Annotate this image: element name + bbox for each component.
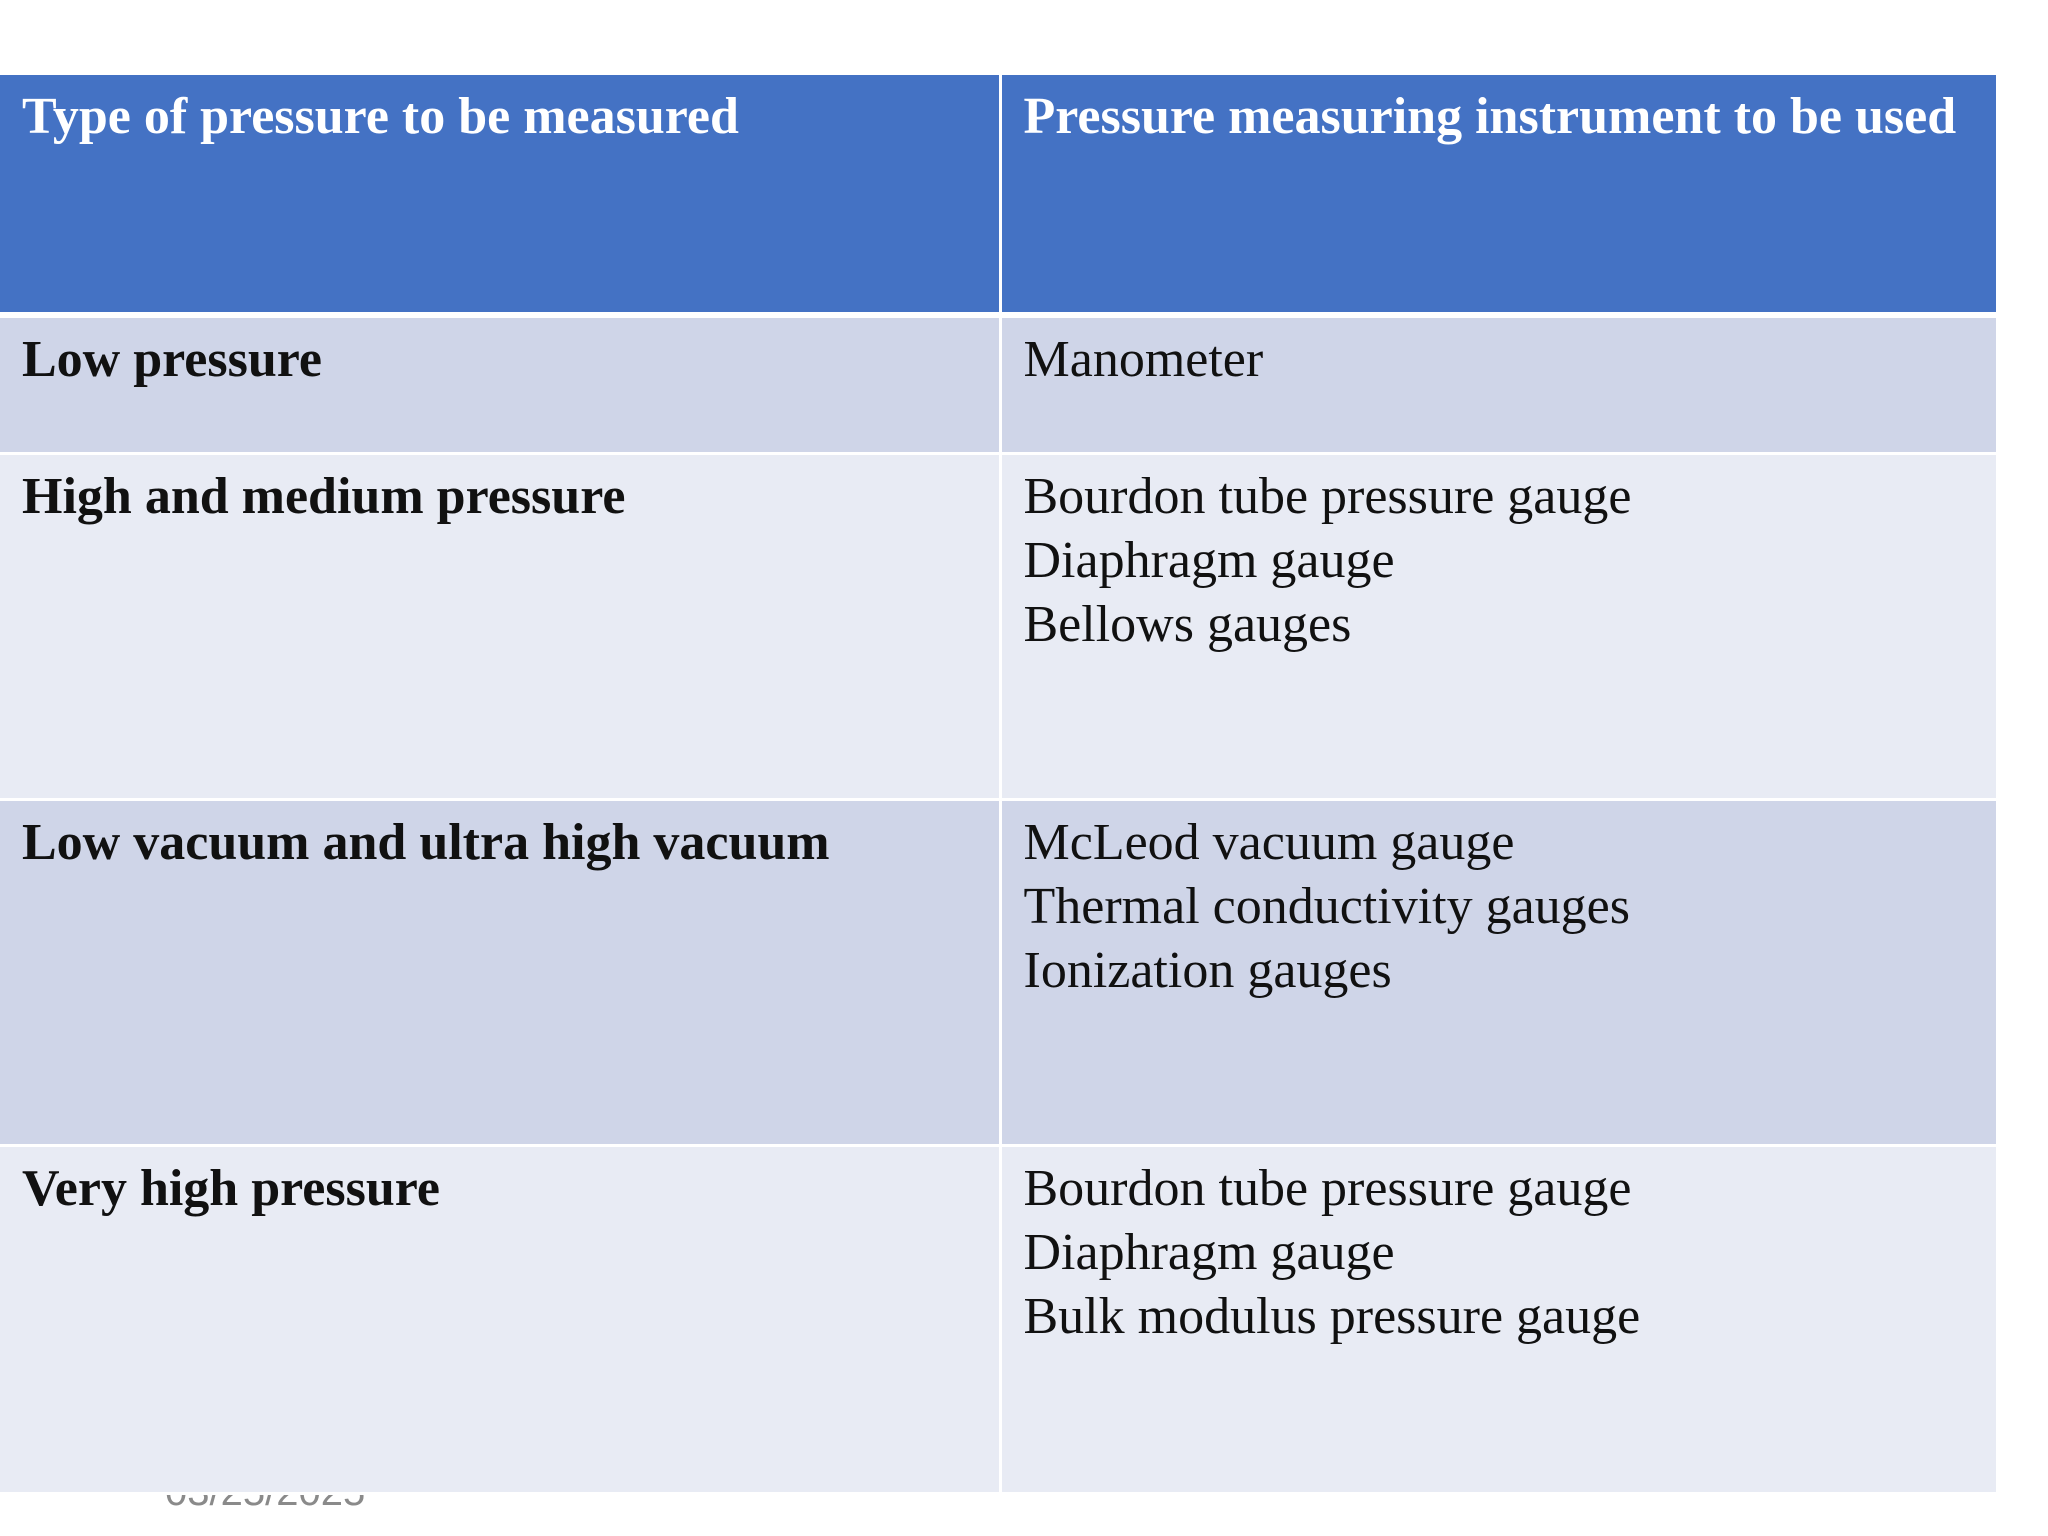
table-row — [0, 1145, 1996, 1493]
table-row — [0, 453, 1996, 799]
instrument-item: Bellows gauges — [1023, 595, 1352, 653]
header-instrument: Pressure measuring instrument to be used — [1000, 75, 1996, 315]
row-instruments — [1000, 315, 1996, 453]
instrument-item: Bourdon tube pressure gauge — [1023, 1159, 1632, 1217]
instrument-item: Thermal conductivity gauges — [1023, 877, 1630, 935]
instrument-item: Diaphragm gauge — [1023, 531, 1395, 589]
row-instruments — [1000, 799, 1996, 1145]
table-header-row — [0, 75, 1996, 315]
instrument-item: Manometer — [1023, 331, 1264, 388]
instrument-item: McLeod vacuum gauge — [1023, 813, 1515, 871]
row-instruments — [1000, 453, 1996, 799]
header-type-of-pressure: Type of pressure to be measured — [0, 75, 1000, 315]
row-pressure-type: Low pressure — [0, 315, 1000, 453]
table-row — [0, 799, 1996, 1145]
pressure-instrument-table — [0, 75, 1996, 1495]
instrument-item: Ionization gauges — [1023, 941, 1392, 999]
instrument-item: Bulk modulus pressure gauge — [1023, 1287, 1641, 1345]
row-pressure-type: High and medium pressure — [0, 453, 1000, 799]
table-row — [0, 315, 1996, 453]
row-instruments — [1000, 1145, 1996, 1493]
row-pressure-type: Low vacuum and ultra high vacuum — [0, 799, 1000, 1145]
instrument-item: Bourdon tube pressure gauge — [1023, 467, 1632, 525]
row-pressure-type: Very high pressure — [0, 1145, 1000, 1493]
instrument-item: Diaphragm gauge — [1023, 1223, 1395, 1281]
